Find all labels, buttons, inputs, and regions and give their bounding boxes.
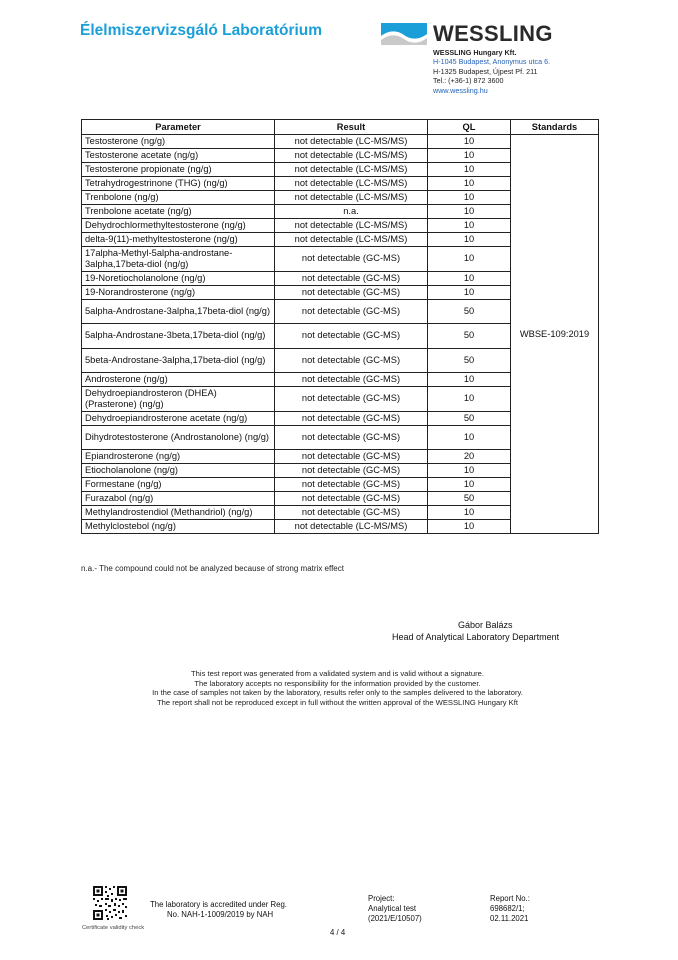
project-name: Analytical test: [368, 904, 417, 913]
cell-result: not detectable (LC-MS/MS): [275, 520, 428, 534]
certificate-validity-check: Certificate validity check: [82, 925, 145, 931]
results-table: [81, 119, 599, 534]
signer-name: Gábor Balázs: [458, 620, 513, 630]
cell-result: not detectable (GC-MS): [275, 425, 428, 450]
report-number: 698682/1;: [490, 904, 525, 913]
logo-text: WESSLING: [433, 21, 553, 46]
cell-result: not detectable (GC-MS): [275, 247, 428, 272]
cell-ql: 10: [428, 387, 511, 412]
cell-ql: 50: [428, 492, 511, 506]
cell-result: not detectable (GC-MS): [275, 492, 428, 506]
cell-result: not detectable (GC-MS): [275, 324, 428, 349]
cell-result: not detectable (GC-MS): [275, 373, 428, 387]
disclaimer: [60, 669, 615, 707]
cell-parameter: 5beta-Androstane-3alpha,17beta-diol (ng/g): [82, 348, 275, 373]
disclaimer-line: This test report was generated from a validated system and is valid without a signature.: [191, 669, 484, 678]
cell-ql: 10: [428, 247, 511, 272]
cell-result: not detectable (GC-MS): [275, 506, 428, 520]
accreditation-note: [150, 900, 287, 920]
table-header-row: [82, 120, 599, 135]
cell-result: not detectable (GC-MS): [275, 285, 428, 299]
cell-parameter: 19-Noretiocholanolone (ng/g): [82, 271, 275, 285]
accreditation-line-2: No. NAH-1-1009/2019 by NAH: [167, 910, 274, 919]
qr-code-icon[interactable]: [92, 885, 128, 921]
website-link[interactable]: www.wessling.hu: [433, 85, 488, 95]
cell-ql: 10: [428, 506, 511, 520]
project-code: (2021/E/10507): [368, 914, 422, 923]
cell-parameter: Methylandrostendiol (Methandriol) (ng/g): [82, 506, 275, 520]
cell-ql: 10: [428, 233, 511, 247]
cell-ql: 50: [428, 299, 511, 324]
cell-result: not detectable (LC-MS/MS): [275, 135, 428, 149]
cell-parameter: Formestane (ng/g): [82, 478, 275, 492]
wave-logo-icon: [381, 23, 427, 45]
address-line-2: H-1325 Budapest, Újpest Pf. 211: [433, 66, 538, 76]
cell-ql: 10: [428, 425, 511, 450]
cell-standard: WBSE-109:2019: [511, 135, 599, 534]
cell-ql: 50: [428, 411, 511, 425]
cell-ql: 10: [428, 149, 511, 163]
cell-parameter: Methylclostebol (ng/g): [82, 520, 275, 534]
signer-title: Head of Analytical Laboratory Department: [392, 632, 560, 642]
phone: Tel.: (+36-1) 872 3600: [433, 76, 504, 86]
cell-parameter: 17alpha-Methyl-5alpha-androstane-3alpha,17beta-diol (ng/g): [82, 247, 275, 272]
header-standards: Standards: [511, 120, 599, 135]
page-number: 4 / 4: [330, 928, 346, 937]
report-info: [490, 894, 530, 924]
cell-result: not detectable (GC-MS): [275, 478, 428, 492]
cell-ql: 10: [428, 177, 511, 191]
cell-parameter: Testosterone acetate (ng/g): [82, 149, 275, 163]
cell-result: not detectable (GC-MS): [275, 411, 428, 425]
cell-parameter: delta-9(11)-methyltestosterone (ng/g): [82, 233, 275, 247]
report-label: Report No.:: [490, 894, 530, 903]
cell-result: not detectable (LC-MS/MS): [275, 177, 428, 191]
header-parameter: Parameter: [82, 120, 275, 135]
disclaimer-line: In the case of samples not taken by the laboratory, results refer only to the samples delivered to the laboratory.: [152, 688, 523, 698]
cell-result: not detectable (GC-MS): [275, 271, 428, 285]
cell-result: not detectable (GC-MS): [275, 348, 428, 373]
cell-parameter: Etiocholanolone (ng/g): [82, 464, 275, 478]
cell-ql: 20: [428, 450, 511, 464]
cell-ql: 10: [428, 191, 511, 205]
cell-ql: 10: [428, 271, 511, 285]
cell-ql: 10: [428, 464, 511, 478]
cell-parameter: Epiandrosterone (ng/g): [82, 450, 275, 464]
cell-parameter: Dehydroepiandrosteron (DHEA) (Prasterone) (ng/g): [82, 387, 275, 412]
cell-result: not detectable (GC-MS): [275, 387, 428, 412]
cell-ql: 50: [428, 324, 511, 349]
cell-ql: 10: [428, 373, 511, 387]
cell-result: not detectable (LC-MS/MS): [275, 163, 428, 177]
cell-parameter: Dehydroepiandrosterone acetate (ng/g): [82, 411, 275, 425]
cell-parameter: Trenbolone acetate (ng/g): [82, 205, 275, 219]
report-date: 02.11.2021: [490, 914, 529, 923]
cell-result: not detectable (GC-MS): [275, 464, 428, 478]
cell-parameter: 5alpha-Androstane-3alpha,17beta-diol (ng/g): [82, 299, 275, 324]
disclaimer-line: The laboratory accepts no responsibility for the information provided by the customer.: [194, 678, 481, 688]
cell-parameter: Furazabol (ng/g): [82, 492, 275, 506]
company-name: WESSLING Hungary Kft.: [433, 48, 517, 57]
footnote: n.a.- The compound could not be analyzed because of strong matrix effect: [81, 564, 344, 573]
cell-ql: 10: [428, 478, 511, 492]
cell-ql: 10: [428, 285, 511, 299]
cell-parameter: Testosterone (ng/g): [82, 135, 275, 149]
header-ql: QL: [428, 120, 511, 135]
cell-parameter: Dehydrochlormethyltestosterone (ng/g): [82, 219, 275, 233]
cell-parameter: 5alpha-Androstane-3beta,17beta-diol (ng/g): [82, 324, 275, 349]
cell-result: not detectable (LC-MS/MS): [275, 219, 428, 233]
wessling-logo: [381, 21, 553, 47]
cell-result: not detectable (LC-MS/MS): [275, 191, 428, 205]
cell-ql: 10: [428, 135, 511, 149]
cell-ql: 10: [428, 205, 511, 219]
cell-parameter: Tetrahydrogestrinone (THG) (ng/g): [82, 177, 275, 191]
header-result: Result: [275, 120, 428, 135]
cell-ql: 10: [428, 219, 511, 233]
cell-parameter: Androsterone (ng/g): [82, 373, 275, 387]
accreditation-line-1: The laboratory is accredited under Reg.: [150, 900, 287, 909]
cell-result: not detectable (GC-MS): [275, 299, 428, 324]
cell-parameter: Trenbolone (ng/g): [82, 191, 275, 205]
cell-result: not detectable (GC-MS): [275, 450, 428, 464]
address-line-1[interactable]: H-1045 Budapest, Anonymus utca 6.: [433, 57, 551, 67]
project-label: Project:: [368, 894, 395, 903]
cell-ql: 10: [428, 163, 511, 177]
project-info: [368, 894, 422, 924]
cell-ql: 10: [428, 520, 511, 534]
cell-result: n.a.: [275, 205, 428, 219]
cell-ql: 50: [428, 348, 511, 373]
table-row: [82, 135, 599, 149]
lab-title: Élelmiszervizsgáló Laboratórium: [80, 22, 323, 39]
cell-parameter: 19-Norandrosterone (ng/g): [82, 285, 275, 299]
cell-result: not detectable (LC-MS/MS): [275, 149, 428, 163]
company-address: [433, 48, 550, 95]
cell-result: not detectable (LC-MS/MS): [275, 233, 428, 247]
disclaimer-line: The report shall not be reproduced except in full without the written approval of the WESSLING Hungary Kft: [157, 697, 518, 707]
cell-parameter: Testosterone propionate (ng/g): [82, 163, 275, 177]
cell-parameter: Dihydrotestosterone (Androstanolone) (ng/g): [82, 425, 275, 450]
